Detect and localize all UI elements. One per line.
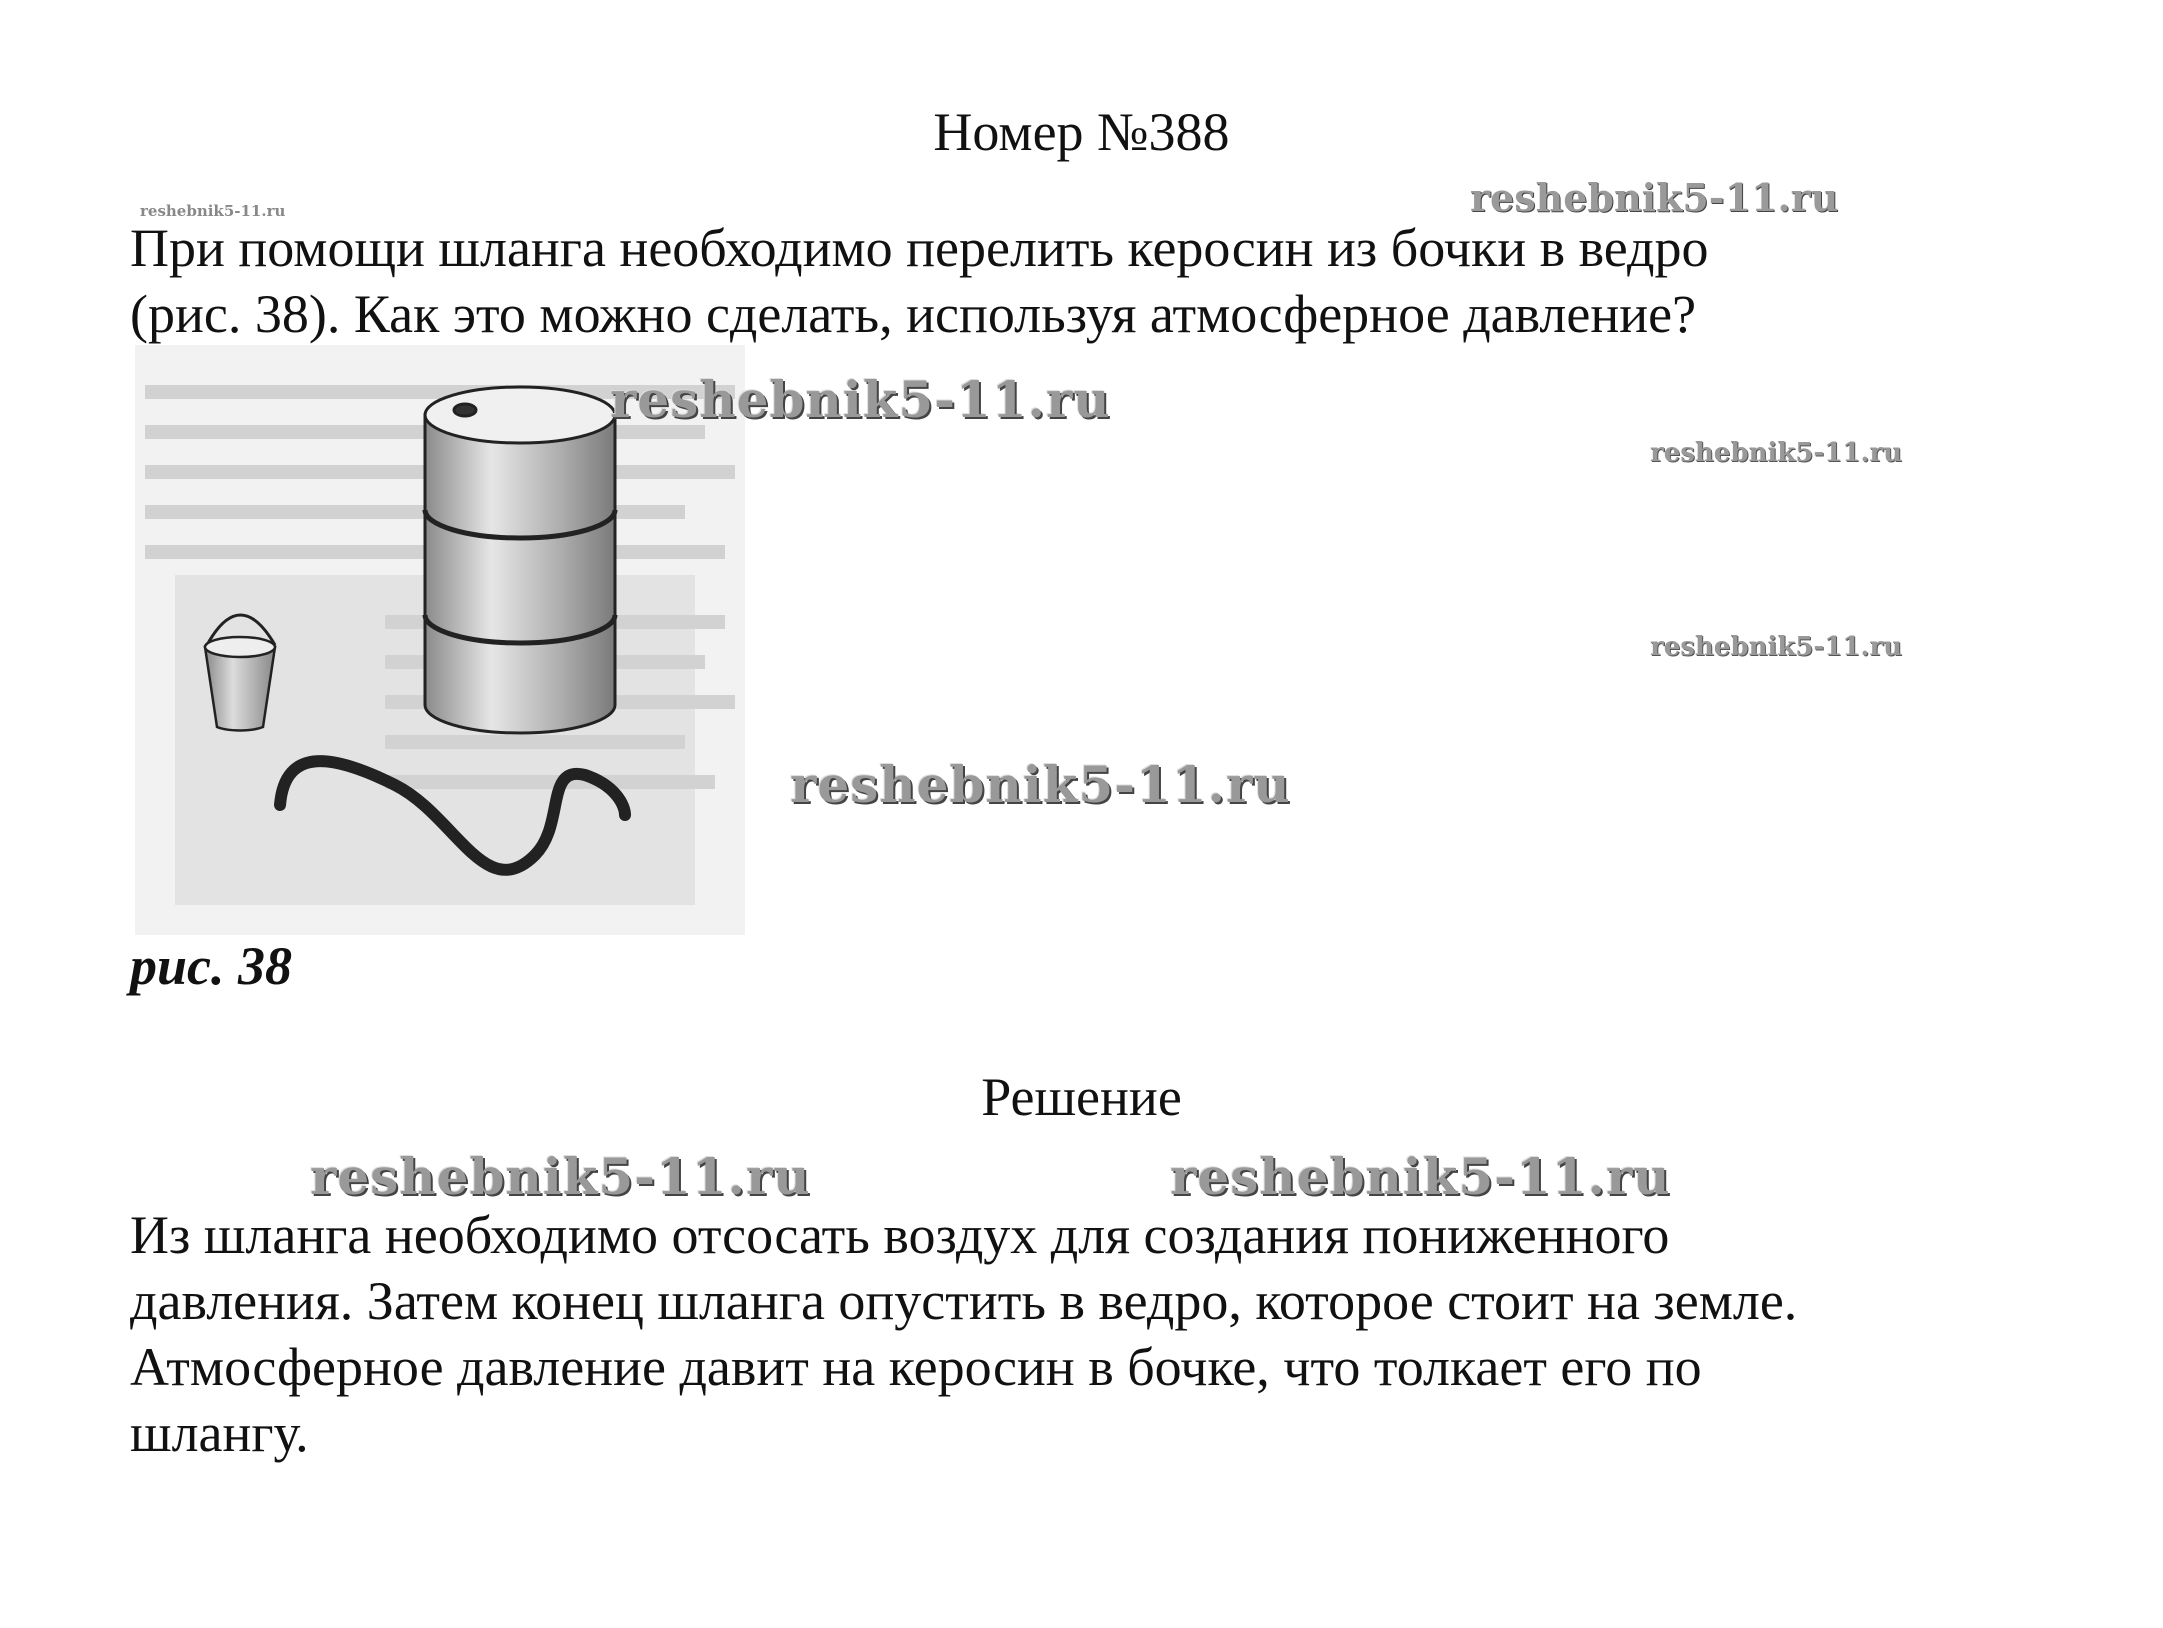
problem-number-title: Номер №388 bbox=[933, 102, 1230, 162]
watermark-large: reshebnik5-11.ru bbox=[310, 1147, 811, 1206]
solution-line: давления. Затем конец шланга опустить в ведро, которое стоит на земле. bbox=[130, 1271, 1798, 1331]
watermark-large: reshebnik5-11.ru bbox=[610, 370, 1111, 429]
watermark-medium: reshebnik5-11.ru bbox=[1650, 632, 1903, 662]
watermark-large: reshebnik5-11.ru bbox=[1170, 1147, 1671, 1206]
barrel-bucket-hose-illustration bbox=[135, 345, 745, 935]
figure-caption: рис. 38 bbox=[130, 936, 292, 996]
problem-line: При помощи шланга необходимо перелить керосин из бочки в ведро bbox=[130, 218, 1709, 278]
barrel bbox=[425, 387, 615, 733]
solution-title: Решение bbox=[981, 1067, 1182, 1127]
solution-line: шлангу. bbox=[130, 1403, 309, 1463]
watermark-medium: reshebnik5-11.ru bbox=[1650, 438, 1903, 468]
solution-line: Атмосферное давление давит на керосин в бочке, что толкает его по bbox=[130, 1337, 1702, 1397]
watermark-large: reshebnik5-11.ru bbox=[790, 755, 1291, 814]
solution-line: Из шланга необходимо отсосать воздух для создания пониженного bbox=[130, 1205, 1670, 1265]
problem-text bbox=[130, 215, 2080, 347]
figure-38 bbox=[135, 345, 745, 935]
watermark-medium: reshebnik5-11.ru bbox=[1470, 175, 1839, 220]
solution-text bbox=[130, 1202, 2080, 1466]
problem-line: (рис. 38). Как это можно сделать, используя атмосферное давление? bbox=[130, 284, 1697, 344]
watermark-small: reshebnik5-11.ru bbox=[140, 202, 286, 220]
